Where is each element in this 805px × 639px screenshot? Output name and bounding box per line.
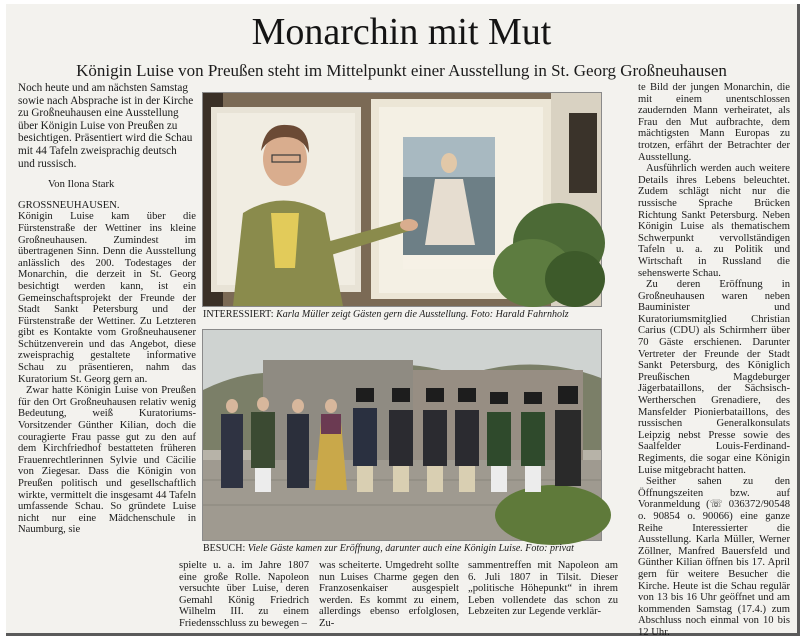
article-paragraph: Zwar hatte Königin Luise von Preußen für den Ort Großneuhausen relativ wenig Bedeutung, weiß Kuratoriums-Vorsitzender Günther Kilian, doch die couragierte Frau passe gut zu den auf dem Kirchfriedhof bestatteten früheren Frauenrechtlerinnen Sylvie und Cäcilie von Ziegesar. Dass die Königin von Preußen politisch und gesellschaftlich wirkte, vermittelt die insgesamt 44 Tafeln umfassende Schau. So gründete Luise nicht nur eine Mädchenschule in Naumburg, sie [18,385,196,536]
photo-exhibition-caption [203,309,569,321]
caption-credit: Foto: privat [525,543,574,554]
article-byline: Von Ilona Stark [48,179,115,191]
caption-text: Viele Gäste kamen zur Eröffnung, darunter auch eine Königin Luise. [247,543,523,554]
photo-exhibition-image [203,93,601,306]
article-paragraph: Ausführlich werden auch weitere Details ihres Lebens beleuchtet. Zudem schlägt nicht nur die russische Sprache Brücken Richtung Sankt Petersburg. Neben Königin Luise als thematischem Schwerpunkt vervollständigen Tafeln u. a. zu Politik und Wirtschaft in Russland die sehenswerte Schau. [638,163,790,279]
article-headline: Monarchin mit Mut [251,11,552,53]
photo-opening [202,329,602,541]
article-subheadline: Königin Luise von Preußen steht im Mittelpunkt einer Ausstellung in St. Georg Großneuhausen [76,61,727,80]
article-paragraph: Zu deren Eröffnung in Großneuhausen waren neben Bauminister und Kuratoriumsmitglied Christian Carius (CDU) als Schirmherr über 70 Gäste erschienen. Darunter Vertreter der Freunde der Stadt Sankt Petersburg, des Königlich Preußischen Magdeburger Jägerbataillons, der Sächsisch-Wertherschen Grenadiere, des Mansfelder Pionierbataillons, des russischen Generalkonsulats Leipzig nebst Presse sowie des Saalfelder Louis-Ferdinand-Regiments, die sogar eine Königin Luise mitgebracht hatten. [638,279,790,476]
article-lead: Noch heute und am nächsten Samstag sowie nach Absprache ist in der Kirche zu Großneuhausen eine Ausstellung über Königin Luise von Preußen zu besichtigen. Präsentiert wird die Schau mit 44 Tafeln zweisprachig deutsch und russisch. [18,82,194,170]
photo-opening-image [203,330,601,540]
caption-label: BESUCH: [203,543,246,554]
right-column [638,82,790,638]
bottom-column-1: spielte u. a. im Jahre 1807 eine große Rolle. Napoleon versuchte über Luise, deren Gemahl König Friedrich Wilhelm III. zu einem Friedensschluss zu bewegen – [179,560,309,629]
photo-exhibition [202,92,602,307]
article-paragraph: Königin Luise kam über die Fürstenstraße der Wettiner ins kleine Großneuhausen. Zumindest im übertragenen Sinn. Denn die Ausstellung anlässlich des 200. Todestages der Monarchin, die derzeit in St. Georg besichtigt werden kann, ist ein Gemeinschaftsprojekt der Freunde der Stadt Sankt Petersburg und der Fürstenstraße der Wettiner. Zu Letzteren gibt es Kontakte vom Großneuhausener Schützenverein und das Angebot, diese zweisprachig gestaltete informative Schau zu präsentieren, nahm das Kuratorium St. Georg gern an. [18,211,196,385]
article-paragraph: Seither sahen zu den Öffnungszeiten bzw. auf Voranmeldung (☏ 036372/90548 o. 90854 o. 90066) eine ganze Reihe Interessierter die Ausstellung. Karla Müller, Werner Zöllner, Manfred Bauersfeld und Günther Kilian öffnen bis 17. April gern für weitere Besucher die Kirche. Heute ist die Schau regulär von 13 bis 16 Uhr geöffnet und am kommenden Samstag (17.4.) zum Abschluss noch einmal von 10 bis 12 Uhr. [638,476,790,638]
bottom-column-3: sammentreffen mit Napoleon am 6. Juli 1807 in Tilsit. Dieser „politische Höhepunkt“ in ihrem Leben vollendete das schon zu Lebzeiten zur Legende verklär- [468,560,618,618]
photo-opening-caption [203,543,574,555]
newspaper-clipping [6,4,800,636]
caption-text: Karla Müller zeigt Gästen gern die Ausstellung. [276,309,469,320]
article-paragraph: te Bild der jungen Monarchin, die mit einem unentschlossen zaudernden Mann verheiratet, als Frau den Mut aufbrachte, dem mächtigsten Mann Europas zu trotzen, erfährt der Betrachter der Ausstellung. [638,82,790,163]
left-column [18,82,196,627]
caption-label: INTERESSIERT: [203,309,274,320]
article-dateline: GROSSNEUHAUSEN. [18,199,120,211]
bottom-column-2: was scheiterte. Umgedreht sollte nun Luises Charme gegen den Franzosenkaiser ausgespielt werden. Es kommt zu einem, allerdings ebenso erfolglosen, Zu- [319,560,459,629]
caption-credit: Foto: Harald Fahrnholz [470,309,569,320]
